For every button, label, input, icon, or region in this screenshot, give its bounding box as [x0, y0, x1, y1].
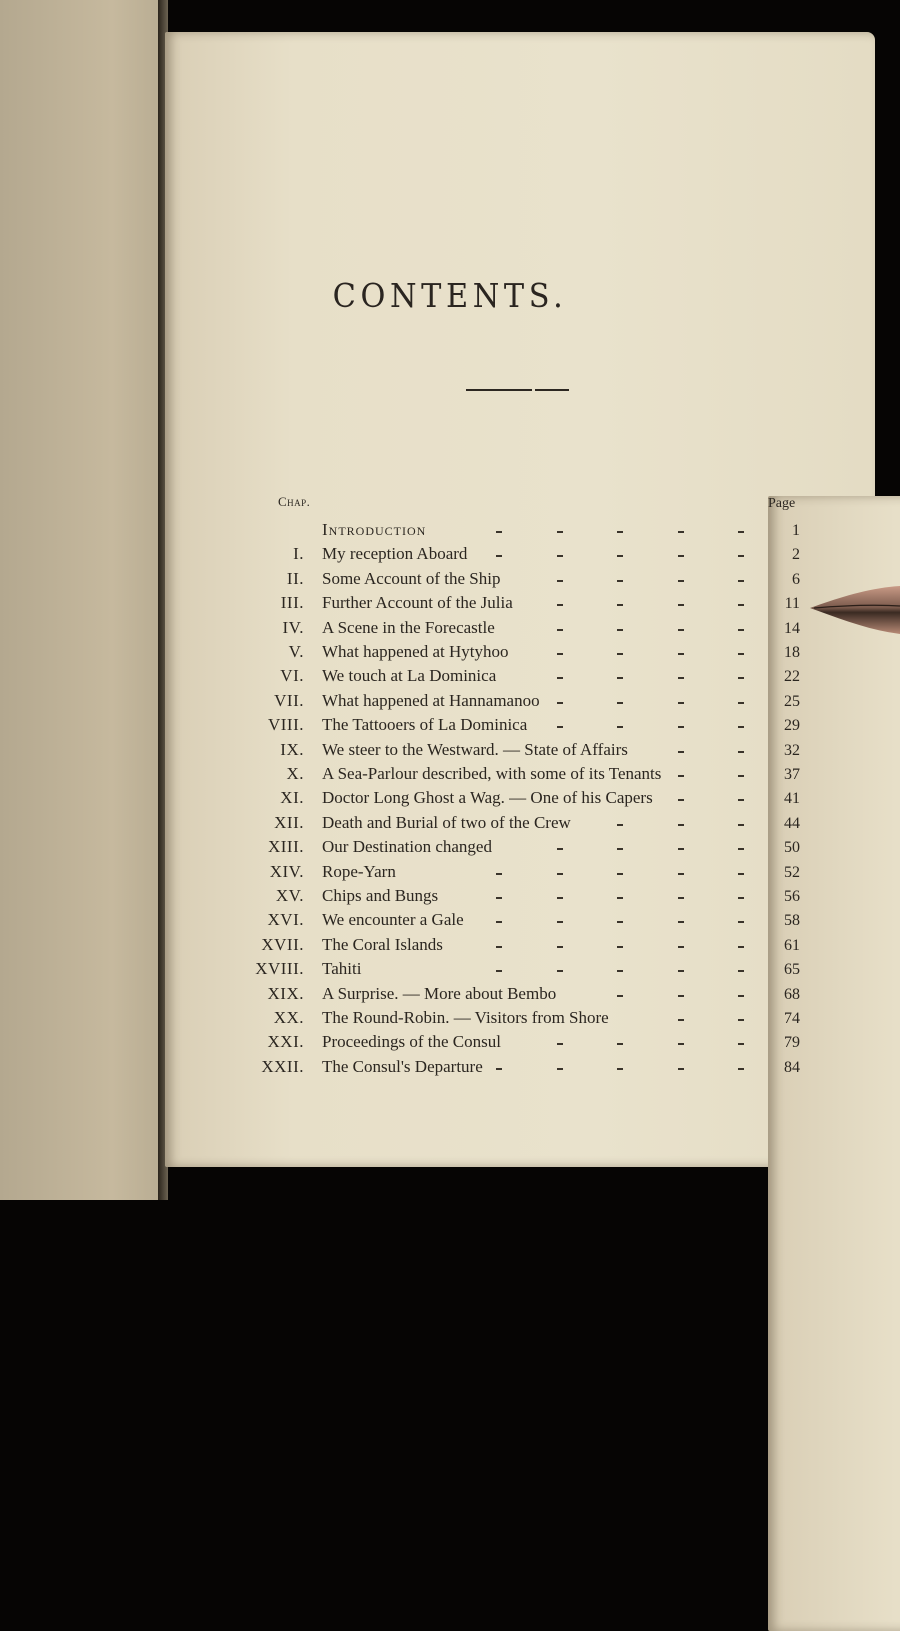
leader-dash — [557, 653, 563, 655]
leader-dash — [738, 897, 744, 899]
chapter-title: Proceedings of the Consul — [322, 1032, 501, 1052]
chap-header: Chap. — [278, 494, 311, 509]
chapter-number: XVII. — [261, 934, 304, 954]
leader-dash — [678, 897, 684, 899]
leader-dash — [557, 677, 563, 679]
chapter-title: A Scene in the Forecastle — [322, 617, 495, 637]
toc-entry — [0, 740, 900, 762]
toc-entry — [0, 886, 900, 908]
toc-entry — [0, 788, 900, 810]
leader-dash — [738, 799, 744, 801]
toc-entry — [0, 544, 900, 566]
chapter-number: VI. — [280, 666, 304, 686]
leader-dash — [738, 555, 744, 557]
toc-entry — [0, 764, 900, 786]
chapter-title: We encounter a Gale — [322, 910, 464, 930]
leader-dash — [557, 702, 563, 704]
leader-dash — [678, 995, 684, 997]
chapter-number: XXI. — [267, 1032, 304, 1052]
toc-entry — [0, 1057, 900, 1079]
chapter-number: XVI. — [267, 910, 304, 930]
leader-dash — [617, 1068, 623, 1070]
leader-dash — [557, 946, 563, 948]
chapter-number: XXII. — [261, 1056, 304, 1076]
leader-dash — [738, 873, 744, 875]
leader-dash — [678, 604, 684, 606]
chapter-number: XV. — [275, 886, 304, 905]
page-number: 79 — [784, 1034, 800, 1052]
leader-dash — [678, 677, 684, 679]
leader-dash — [678, 653, 684, 655]
leader-dash — [678, 848, 684, 850]
leader-dash — [678, 726, 684, 728]
toc-entry — [0, 837, 900, 859]
leader-dash — [678, 1043, 684, 1045]
leader-dash — [738, 702, 744, 704]
leader-dash — [738, 775, 744, 777]
chapter-number: XX. — [273, 1008, 304, 1027]
chapter-number: X. — [286, 764, 304, 783]
leader-dash — [557, 848, 563, 850]
leader-dash — [496, 921, 502, 923]
chapter-title: What happened at Hytyhoo — [322, 642, 509, 661]
page-number: 52 — [784, 863, 800, 881]
leader-dash — [738, 921, 744, 923]
leader-dash — [557, 970, 563, 972]
leader-dash — [617, 726, 623, 728]
chapter-number: VIII. — [267, 715, 304, 735]
leader-dash — [738, 629, 744, 631]
chapter-number: IX. — [280, 739, 304, 759]
chapter-number: XVIII. — [255, 959, 304, 979]
leader-dash — [738, 751, 744, 753]
leader-dash — [678, 799, 684, 801]
chapter-number: VII. — [274, 690, 304, 710]
chapter-title: The Tattooers of La Dominica — [322, 715, 528, 735]
chapter-title: Tahiti — [322, 959, 362, 979]
chapter-title: Further Account of the Julia — [322, 593, 513, 613]
page-title: CONTENTS. — [332, 276, 568, 315]
chapter-title: The Round-Robin. — Visitors from Shore — [322, 1008, 609, 1027]
chapter-number: IV. — [282, 617, 304, 637]
leader-dash — [678, 531, 684, 533]
leader-dash — [557, 629, 563, 631]
leader-dash — [557, 1068, 563, 1070]
leader-dash — [678, 970, 684, 972]
page-number: 22 — [784, 668, 800, 686]
chapter-title: My reception Aboard — [322, 544, 468, 564]
leader-dash — [617, 921, 623, 923]
leader-dash — [678, 873, 684, 875]
page-number: 18 — [784, 644, 800, 661]
toc-entry — [0, 1032, 900, 1054]
leader-dash — [738, 970, 744, 972]
leader-dash — [678, 946, 684, 948]
leader-dash — [617, 970, 623, 972]
leader-dash — [557, 531, 563, 533]
leader-dash — [617, 580, 623, 582]
chapter-number: XI. — [280, 788, 304, 808]
chapter-number: XII. — [274, 812, 304, 832]
leader-dash — [496, 970, 502, 972]
leader-dash — [496, 555, 502, 557]
leader-dash — [678, 775, 684, 777]
chapter-title: The Coral Islands — [322, 934, 443, 954]
leader-dash — [617, 1043, 623, 1045]
chapter-title: Some Account of the Ship — [322, 568, 501, 588]
leader-dash — [496, 873, 502, 875]
leader-dash — [738, 946, 744, 948]
page-number: 6 — [792, 570, 800, 588]
toc-entry — [0, 935, 900, 957]
leader-dash — [617, 677, 623, 679]
leader-dash — [678, 702, 684, 704]
leader-dash — [557, 604, 563, 606]
toc-entry — [0, 813, 900, 835]
chapter-number: XIV. — [269, 861, 304, 881]
leader-dash — [678, 555, 684, 557]
leader-dash — [557, 1043, 563, 1045]
leader-dash — [678, 751, 684, 753]
chapter-title: The Consul's Departure — [322, 1056, 483, 1076]
chapter-number: I. — [293, 544, 304, 564]
page-number: 14 — [784, 619, 800, 637]
page-number: 50 — [784, 839, 800, 857]
chapter-title: Introduction — [322, 520, 427, 539]
toc-entry — [0, 984, 900, 1006]
page-number: 61 — [784, 936, 800, 954]
leader-dash — [678, 824, 684, 826]
leader-dash — [738, 1043, 744, 1045]
leader-dash — [496, 897, 502, 899]
leader-dash — [738, 604, 744, 606]
leader-dash — [678, 629, 684, 631]
leader-dash — [617, 702, 623, 704]
chapter-title: We steer to the Westward. — State of Affairs — [322, 739, 628, 759]
page-number: 58 — [784, 912, 800, 930]
leader-dash — [617, 653, 623, 655]
page-number: 25 — [784, 692, 800, 710]
leader-dash — [738, 726, 744, 728]
leader-dash — [738, 1068, 744, 1070]
page-number: 65 — [784, 961, 800, 979]
toc-entry — [0, 593, 900, 615]
page-number: 2 — [792, 546, 800, 564]
page-number: 1 — [792, 522, 800, 539]
chapter-title: Our Destination changed — [322, 837, 492, 857]
leader-dash — [557, 921, 563, 923]
page-number: 56 — [784, 888, 800, 905]
leader-dash — [738, 580, 744, 582]
chapter-number: II. — [286, 568, 304, 588]
leader-dash — [617, 848, 623, 850]
title-rule — [535, 389, 569, 391]
leader-dash — [617, 629, 623, 631]
leader-dash — [557, 726, 563, 728]
toc-entry — [0, 666, 900, 688]
leader-dash — [617, 995, 623, 997]
page-number: 44 — [784, 814, 800, 832]
chapter-title: Death and Burial of two of the Crew — [322, 812, 571, 832]
page-number: 74 — [784, 1010, 800, 1027]
leader-dash — [557, 555, 563, 557]
toc-entry — [0, 715, 900, 737]
page-header: Page — [768, 496, 900, 1631]
toc-entry — [0, 569, 900, 591]
leader-dash — [738, 824, 744, 826]
chapter-title: Doctor Long Ghost a Wag. — One of his Capers — [322, 788, 653, 808]
chapter-number: III. — [280, 593, 304, 613]
leader-dash — [617, 531, 623, 533]
page-number: 41 — [784, 790, 800, 808]
chapter-title: A Sea-Parlour described, with some of its Tenants — [322, 764, 662, 783]
toc-entry — [0, 1008, 900, 1030]
leader-dash — [617, 555, 623, 557]
toc-entry — [0, 910, 900, 932]
leader-dash — [496, 531, 502, 533]
page-number: 11 — [784, 595, 800, 613]
leader-dash — [678, 1068, 684, 1070]
leader-dash — [557, 897, 563, 899]
leader-dash — [617, 824, 623, 826]
toc-entry — [0, 862, 900, 884]
leader-dash — [557, 873, 563, 875]
chapter-title: A Surprise. — More about Bembo — [322, 983, 557, 1003]
toc-entry — [0, 618, 900, 640]
chapter-title: We touch at La Dominica — [322, 666, 497, 686]
leader-dash — [617, 873, 623, 875]
chapter-number: XIX. — [267, 983, 304, 1003]
leader-dash — [557, 580, 563, 582]
title-rule — [466, 389, 532, 391]
leader-dash — [738, 653, 744, 655]
leader-dash — [738, 677, 744, 679]
leader-dash — [496, 1068, 502, 1070]
leader-dash — [617, 897, 623, 899]
chapter-title: Chips and Bungs — [322, 886, 439, 905]
leader-dash — [678, 1019, 684, 1021]
leader-dash — [678, 580, 684, 582]
chapter-title: Rope-Yarn — [322, 861, 396, 881]
toc-entry — [0, 520, 900, 542]
leader-dash — [617, 946, 623, 948]
leader-dash — [738, 848, 744, 850]
page-number: 32 — [784, 741, 800, 759]
page-number: 68 — [784, 985, 800, 1003]
leader-dash — [738, 995, 744, 997]
toc-entry — [0, 642, 900, 664]
toc-entry — [0, 691, 900, 713]
leader-dash — [678, 921, 684, 923]
page-number: 37 — [784, 766, 800, 783]
leader-dash — [738, 531, 744, 533]
chapter-number: XIII. — [267, 837, 304, 857]
toc-entry — [0, 959, 900, 981]
page-number: 29 — [784, 717, 800, 735]
page-number: 84 — [784, 1058, 800, 1076]
leader-dash — [617, 604, 623, 606]
pen-nib-icon — [808, 584, 900, 638]
leader-dash — [496, 946, 502, 948]
chapter-title: What happened at Hannamanoo — [322, 690, 540, 710]
chapter-number: V. — [288, 642, 304, 661]
leader-dash — [738, 1019, 744, 1021]
